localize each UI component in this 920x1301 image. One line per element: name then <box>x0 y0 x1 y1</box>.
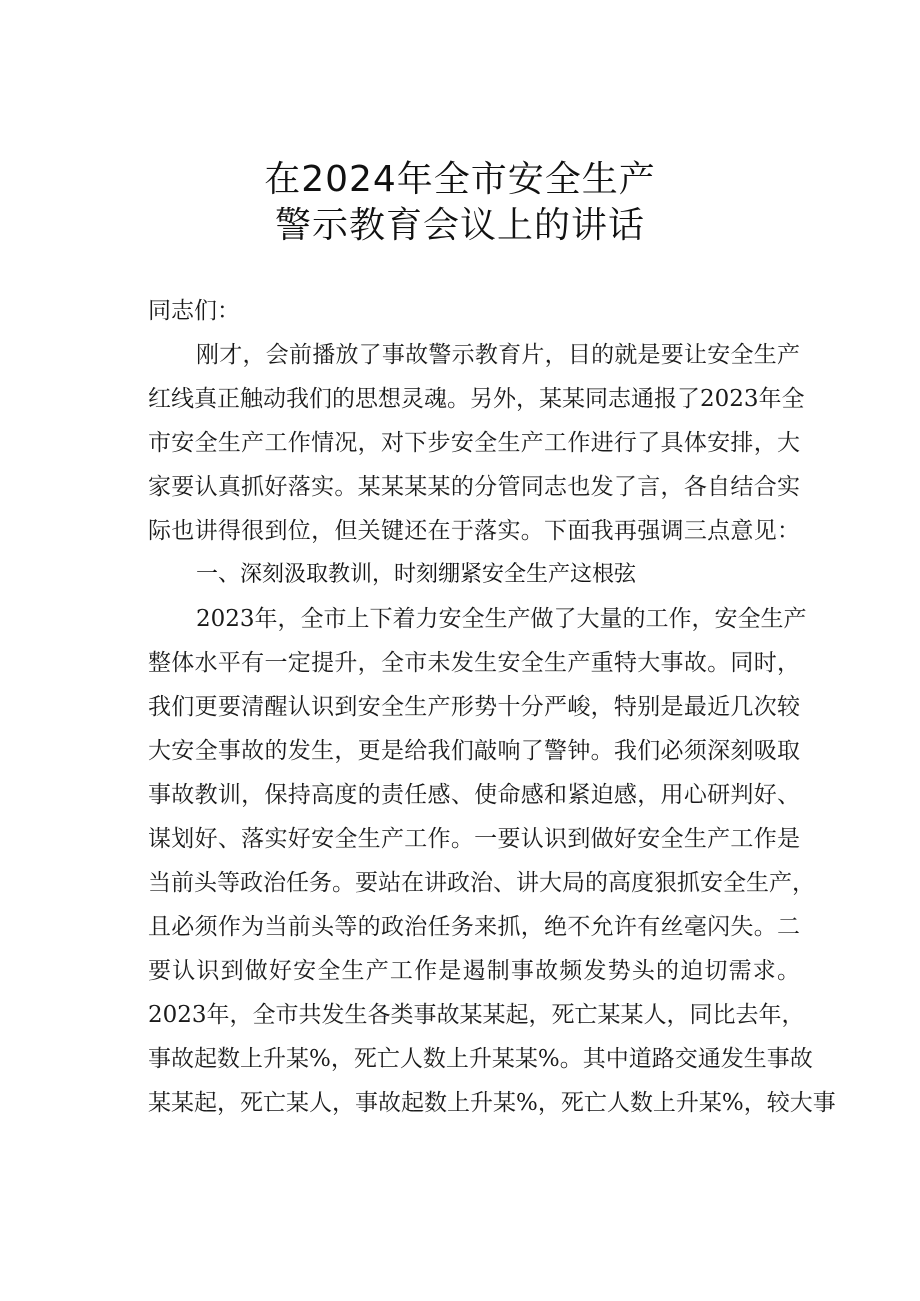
paragraph-2-line: 事故教训，保持高度的责任感、使命感和紧迫感，用心研判好、 <box>148 782 800 808</box>
paragraph-1-line: 际也讲得很到位，但关键还在于落实。下面我再强调三点意见： <box>148 518 800 544</box>
paragraph-2-line: 当前头等政治任务。要站在讲政治、讲大局的高度狠抓安全生产， <box>148 870 815 896</box>
paragraph-2-line: 要认识到做好安全生产工作是遏制事故频发势头的迫切需求。 <box>148 958 800 984</box>
paragraph-2-line: 事故起数上升某%，死亡人数上升某某%。其中道路交通发生事故 <box>148 1046 813 1072</box>
paragraph-2-line: 大安全事故的发生，更是给我们敲响了警钟。我们必须深刻吸取 <box>148 738 800 764</box>
paragraph-1-line: 红线真正触动我们的思想灵魂。另外，某某同志通报了2023年全 <box>148 386 805 412</box>
paragraph-2-line: 某某起，死亡某人，事故起数上升某%，死亡人数上升某%，较大事 <box>148 1090 836 1116</box>
paragraph-1-line: 家要认真抓好落实。某某某某的分管同志也发了言，各自结合实 <box>148 474 800 500</box>
paragraph-2-line: 我们更要清醒认识到安全生产形势十分严峻，特别是最近几次较 <box>148 694 800 720</box>
section-heading-1: 一、深刻汲取教训，时刻绷紧安全生产这根弦 <box>196 562 637 587</box>
paragraph-2-line: 2023年，全市上下着力安全生产做了大量的工作，安全生产 <box>196 606 807 632</box>
paragraph-1-line: 刚才，会前播放了事故警示教育片，目的就是要让安全生产 <box>196 342 800 368</box>
paragraph-2-line: 整体水平有一定提升，全市未发生安全生产重特大事故。同时， <box>148 650 800 676</box>
salutation: 同志们： <box>148 298 240 324</box>
document-title-line-2: 警示教育会议上的讲话 <box>274 205 645 246</box>
paragraph-2-line: 谋划好、落实好安全生产工作。一要认识到做好安全生产工作是 <box>148 826 800 852</box>
paragraph-2-line: 且必须作为当前头等的政治任务来抓，绝不允许有丝毫闪失。二 <box>148 914 800 940</box>
paragraph-2-line: 2023年，全市共发生各类事故某某起，死亡某某人，同比去年， <box>148 1002 805 1028</box>
document-title-line-1: 在2024年全市安全生产 <box>264 159 656 200</box>
paragraph-1-line: 市安全生产工作情况，对下步安全生产工作进行了具体安排，大 <box>148 430 800 456</box>
